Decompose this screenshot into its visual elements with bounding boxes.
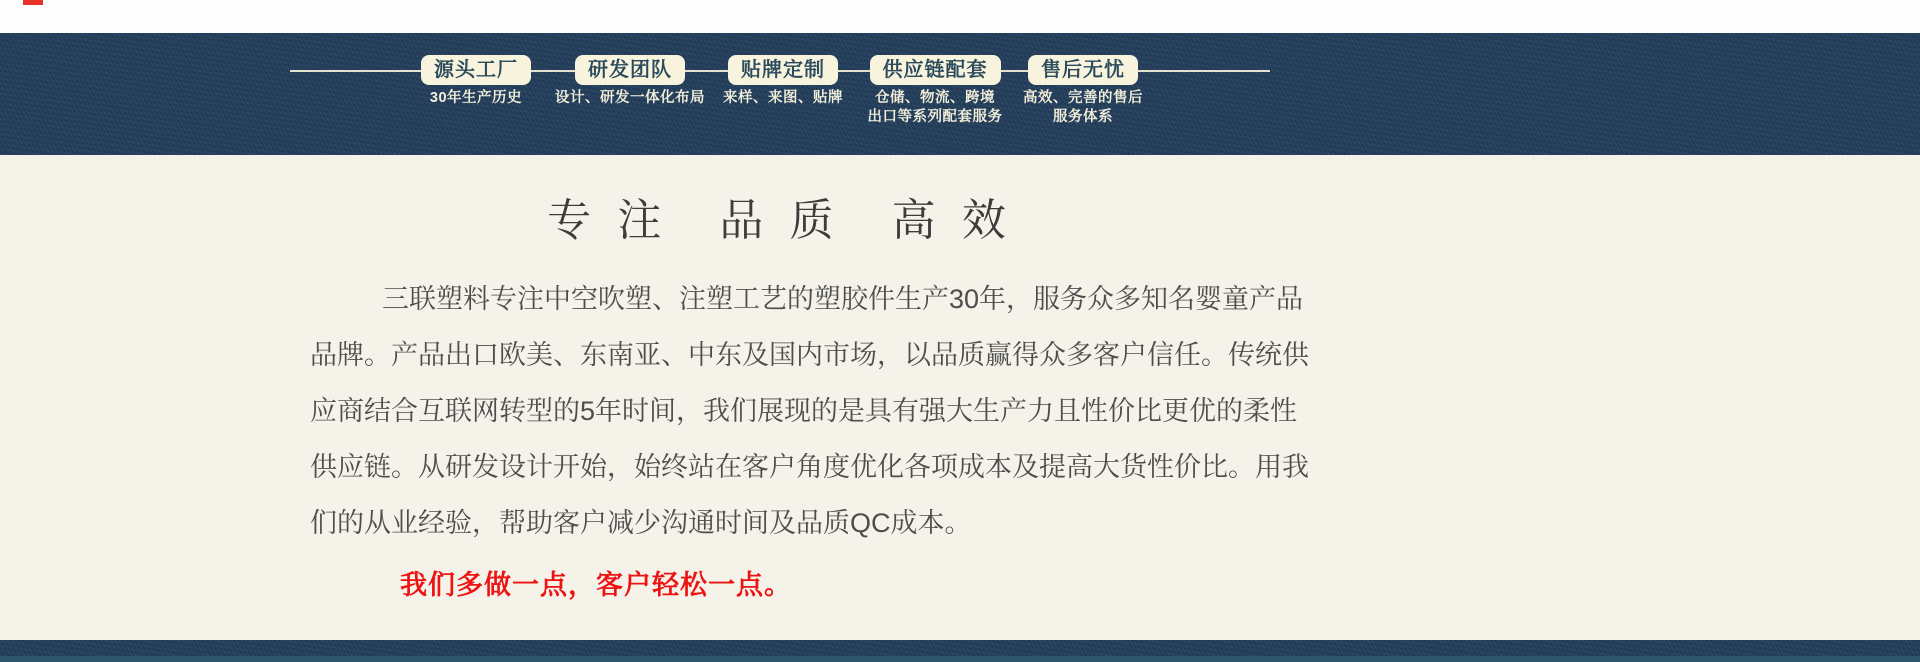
intro-title: 专 注 品 质 高 效 — [547, 196, 1013, 245]
step-desc: 仓储、物流、跨境 — [875, 90, 995, 106]
process-band — [0, 33, 1920, 155]
step-desc: 高效、完善的售后 — [1023, 90, 1143, 106]
step-badge: 供应链配套 — [870, 55, 1001, 85]
paragraph-line: 三联塑料专注中空吹塑、注塑工艺的塑胶件生产30年，服务众多知名婴童产品 — [382, 284, 1304, 314]
paragraph-line: 供应链。从研发设计开始，始终站在客户角度优化各项成本及提高大货性价比。用我 — [310, 452, 1309, 482]
step-desc: 设计、研发一体化布局 — [555, 90, 705, 106]
intro-content-column — [290, 155, 1309, 605]
step-desc: 30年生产历史 — [429, 90, 523, 106]
slogan-text: 我们多做一点，客户轻松一点。 — [400, 570, 792, 600]
paragraph-line: 品牌。产品出口欧美、东南亚、中东及国内市场，以品质赢得众多客户信任。传统供 — [310, 340, 1309, 370]
step-badge: 贴牌定制 — [728, 55, 838, 85]
step-desc-line2: 出口等系列配套服务 — [867, 109, 1003, 125]
paragraph-line: 们的从业经验，帮助客户减少沟通时间及品质QC成本。 — [310, 508, 972, 538]
step-badge: 售后无忧 — [1028, 55, 1138, 85]
intro-paragraph — [290, 271, 1309, 551]
step-desc: 来样、来图、贴牌 — [723, 90, 843, 106]
step-desc-line2: 服务体系 — [1053, 109, 1113, 125]
red-marker — [23, 0, 43, 5]
footer-bottom-strip — [0, 656, 1920, 662]
paragraph-line: 应商结合互联网转型的5年时间，我们展现的是具有强大生产力且性价比更优的柔性 — [310, 396, 1298, 426]
top-strip — [0, 0, 1920, 33]
process-step-after-sales — [968, 55, 1198, 127]
step-badge: 研发团队 — [575, 55, 685, 85]
intro-section — [0, 155, 1920, 640]
process-band-inner — [290, 33, 1270, 155]
step-badge: 源头工厂 — [421, 55, 531, 85]
